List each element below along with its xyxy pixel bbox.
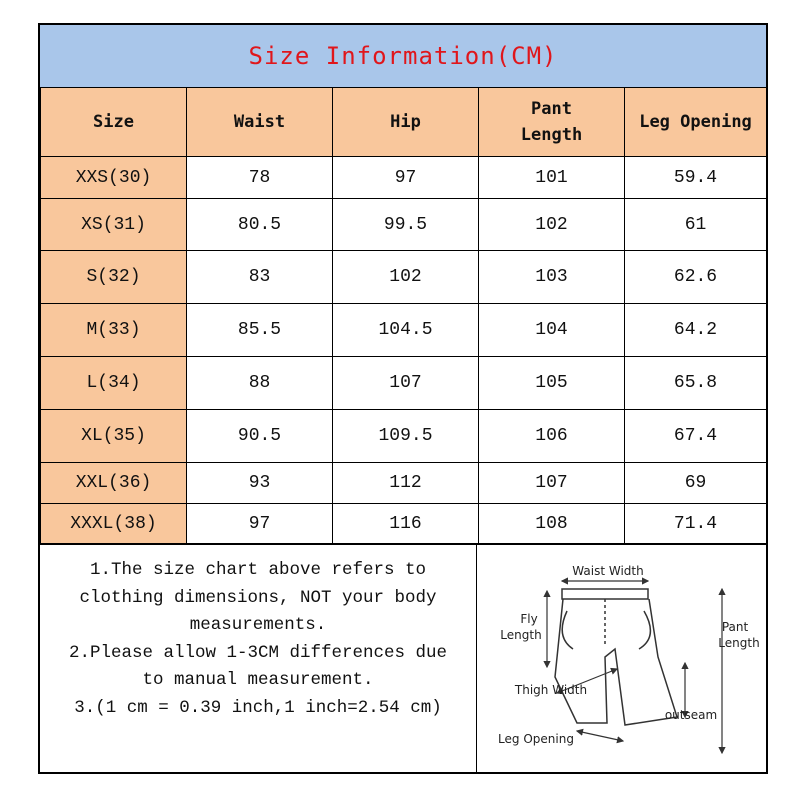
cell-pant-length: 108: [479, 504, 625, 545]
cell-leg-opening: 64.2: [625, 304, 767, 357]
fly-length-label-line-2: Length: [500, 628, 542, 642]
column-header-waist: Waist: [187, 88, 333, 157]
pant-length-label-line-1: Pant: [721, 620, 749, 634]
shorts-diagram-svg: [477, 545, 766, 772]
column-header-pant-length-line-1: Pant: [531, 99, 572, 119]
notes-area: [40, 543, 766, 772]
cell-size: XL(35): [41, 410, 187, 463]
cell-size: XXS(30): [41, 157, 187, 199]
cell-pant-length: 101: [479, 157, 625, 199]
cell-leg-opening: 62.6: [625, 251, 767, 304]
cell-waist: 93: [187, 463, 333, 504]
pocket-right-shape: [639, 611, 650, 649]
cell-leg-opening: 61: [625, 199, 767, 251]
cell-pant-length: 107: [479, 463, 625, 504]
page-title: Size Information(CM): [248, 42, 558, 70]
cell-leg-opening: 65.8: [625, 357, 767, 410]
cell-hip: 109.5: [333, 410, 479, 463]
note-line: measurements.: [189, 615, 327, 635]
table-row: [41, 504, 767, 545]
column-header-pant-length-line-2: Length: [520, 125, 583, 145]
cell-hip: 97: [333, 157, 479, 199]
cell-pant-length: 105: [479, 357, 625, 410]
notes-text: [40, 545, 477, 772]
cell-waist: 88: [187, 357, 333, 410]
note-line: to manual measurement.: [142, 670, 374, 690]
table-row: [41, 199, 767, 251]
note-line: 3.(1 cm = 0.39 inch,1 inch=2.54 cm): [74, 697, 442, 718]
cell-pant-length: 103: [479, 251, 625, 304]
cell-hip: 99.5: [333, 199, 479, 251]
shorts-measurement-diagram: [477, 545, 766, 772]
cell-size: XXXL(38): [41, 504, 187, 545]
table-row: [41, 357, 767, 410]
cell-waist: 85.5: [187, 304, 333, 357]
table-row: [41, 463, 767, 504]
waist-width-label: Waist Width: [572, 564, 644, 578]
column-header-leg-opening: Leg Opening: [625, 88, 767, 157]
cell-waist: 83: [187, 251, 333, 304]
fly-length-label-line-1: Fly: [520, 612, 538, 626]
note-line: clothing dimensions, NOT your body: [79, 587, 437, 608]
thigh-width-label: Thigh Width: [514, 683, 588, 697]
cell-size: XS(31): [41, 199, 187, 251]
cell-pant-length: 106: [479, 410, 625, 463]
cell-hip: 107: [333, 357, 479, 410]
cell-hip: 104.5: [333, 304, 479, 357]
cell-hip: 112: [333, 463, 479, 504]
shorts-outline-icon: [555, 589, 677, 725]
table-body: [41, 157, 767, 545]
note-line: 1.The size chart above refers to: [89, 560, 427, 580]
note-line: 2.Please allow 1-3CM differences due: [68, 642, 448, 663]
pant-length-label-line-2: Length: [718, 636, 760, 650]
waistband-shape: [562, 589, 648, 599]
cell-waist: 97: [187, 504, 333, 545]
column-header-size: Size: [41, 88, 187, 157]
size-chart-frame: [38, 23, 768, 774]
table-row: [41, 410, 767, 463]
column-header-hip: Hip: [333, 88, 479, 157]
cell-pant-length: 104: [479, 304, 625, 357]
title-bar: [40, 25, 766, 89]
cell-size: S(32): [41, 251, 187, 304]
cell-waist: 90.5: [187, 410, 333, 463]
leg-opening-label: Leg Opening: [498, 732, 574, 746]
outseam-label: outseam: [664, 708, 718, 722]
cell-leg-opening: 67.4: [625, 410, 767, 463]
cell-waist: 80.5: [187, 199, 333, 251]
cell-hip: 116: [333, 504, 479, 545]
leg-opening-arrow: [577, 731, 623, 741]
table-row: [41, 157, 767, 199]
cell-size: L(34): [41, 357, 187, 410]
shorts-body-shape: [555, 599, 677, 725]
cell-waist: 78: [187, 157, 333, 199]
table-header-row: [41, 88, 767, 157]
cell-pant-length: 102: [479, 199, 625, 251]
table-row: [41, 304, 767, 357]
cell-leg-opening: 59.4: [625, 157, 767, 199]
pocket-left-shape: [562, 611, 573, 649]
cell-leg-opening: 69: [625, 463, 767, 504]
cell-leg-opening: 71.4: [625, 504, 767, 545]
cell-size: M(33): [41, 304, 187, 357]
column-header-pant-length: [479, 88, 625, 157]
table-row: [41, 251, 767, 304]
cell-hip: 102: [333, 251, 479, 304]
cell-size: XXL(36): [41, 463, 187, 504]
size-table: [40, 87, 767, 545]
